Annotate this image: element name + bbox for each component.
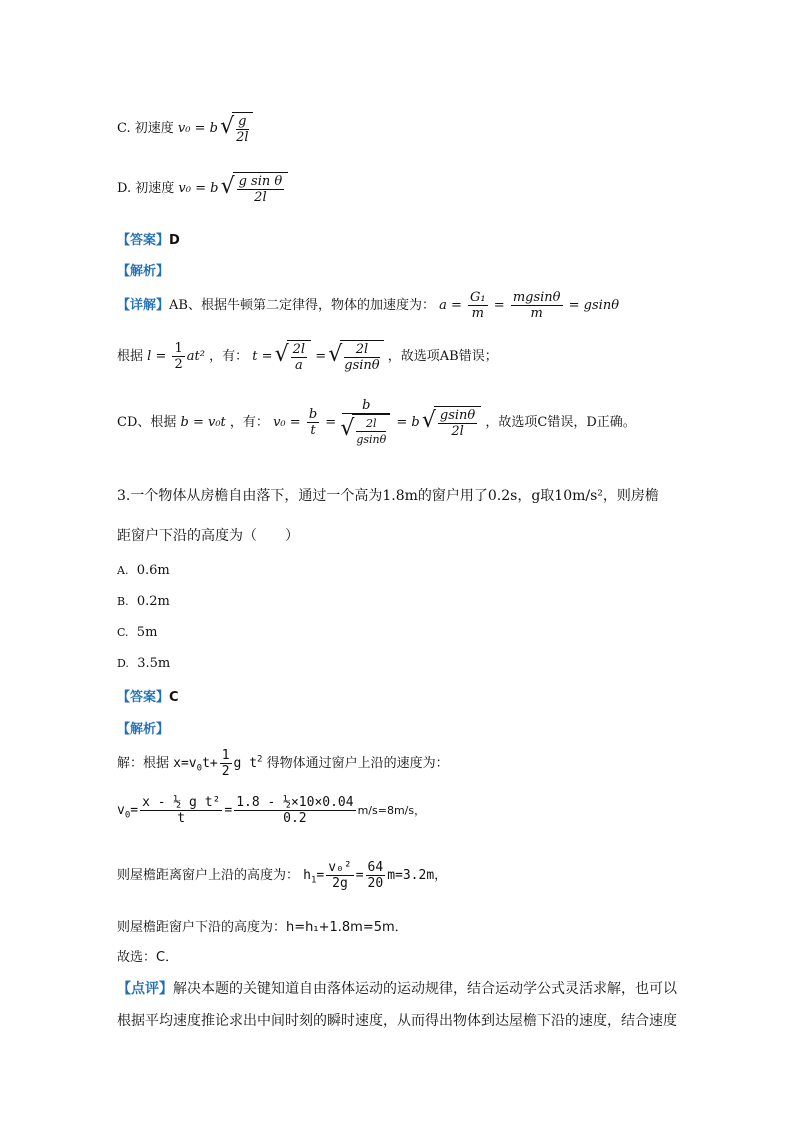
line3-sq-den: 2l bbox=[451, 424, 464, 439]
detail-tail: = gsinθ bbox=[568, 298, 620, 313]
line2-frac-den: 2 bbox=[174, 357, 183, 372]
q3-option-b bbox=[117, 594, 170, 609]
sol3-f2-num: 64 bbox=[367, 860, 384, 875]
sol-line2: $v_0=$ $\frac{\text{x - ½ g t²}}{t}$ = $\frac{\text{1.8 - ½×10×0.04}}{0.2}$ m/s=8m/s， bbox=[117, 795, 426, 826]
sol1-frac-num: 1 bbox=[221, 748, 230, 763]
q3-answer-value: C bbox=[169, 690, 179, 705]
sol3-h-sub: 1 bbox=[310, 875, 317, 886]
line3-sq-num: √ gsinθ bbox=[439, 408, 476, 423]
q3-option-a-label: A. bbox=[117, 564, 129, 577]
option-d-text: 初速度 bbox=[135, 181, 175, 196]
line3-b: = b bbox=[396, 415, 420, 430]
option-d-sqrt bbox=[223, 172, 289, 205]
comment-text1: 解决本题的关键知道自由落体运动的运动规律，结合运动学公式灵活求解，也可以 bbox=[173, 981, 677, 997]
q2-detail-line2: 根据 l = $\frac{1}{2}$ at² ，有： t = √ $\frac{2l}{a}$ = √ $\frac{2l}{gsin\theta}$ ，故选项AB错误； bbox=[117, 340, 498, 373]
q3-answer bbox=[117, 686, 179, 705]
sol1-eq-b: t+ bbox=[202, 756, 218, 771]
line3-f1-den: t bbox=[310, 423, 316, 438]
q3-option-c-value: 5m bbox=[136, 625, 158, 640]
option-d-label: D. bbox=[117, 181, 132, 196]
line2-mid: ，有： bbox=[209, 349, 249, 364]
q2-analysis bbox=[117, 260, 169, 279]
option-c-num: √ g bbox=[236, 114, 248, 130]
comment-line2: 根据平均速度推论求出中间时刻的瞬时速度，从而得出物体到达屋檐下沿的速度，结合速度 bbox=[117, 1013, 677, 1029]
answer-value: D bbox=[169, 233, 180, 248]
q2-detail-line3: CD、根据 b = v₀t ，有： v₀ = $\frac{b}{t}$ = b √ $\frac{2l}{gsin\theta}$ = b √ $\frac{gsin\theta}{2l}$ ，故选项C错误，D正确。 bbox=[117, 398, 636, 447]
sol2-v0: v bbox=[117, 803, 125, 818]
sol3-eq: = bbox=[316, 868, 325, 883]
line2-at: at² bbox=[186, 349, 205, 364]
q3-option-d-label: D. bbox=[117, 657, 129, 670]
line3-tail: ，故选项C错误，D正确。 bbox=[485, 415, 636, 430]
sol3-f1-den: 2g bbox=[332, 876, 348, 891]
sol2-f2-den: 0.2 bbox=[283, 811, 307, 826]
sol-line4: 则屋檐距窗户下沿的高度为：h=h₁+1.8m=5m． bbox=[117, 920, 408, 935]
line3-f2-num: b bbox=[342, 398, 390, 414]
sol-line3: 则屋檐距离窗户上沿的高度为： $h_1=$ $\frac{\text{v₀²}}{2g}$ = $\frac{64}{20}$ m=3.2m， bbox=[117, 860, 448, 891]
detail-eq-a: a = bbox=[439, 298, 462, 313]
line2-tail: ，故选项AB错误； bbox=[387, 349, 498, 364]
q3-option-c-label: C. bbox=[117, 626, 129, 639]
line3-f2-den-den: gsinθ bbox=[356, 433, 387, 446]
line2-sq1-den: a bbox=[294, 358, 303, 373]
option-c-den: 2l bbox=[236, 130, 249, 145]
comment-line1 bbox=[117, 978, 677, 998]
q3-option-a-value: 0.6m bbox=[136, 563, 170, 578]
line2-frac-num: 1 bbox=[174, 341, 183, 356]
sol3-f1-num: v₀² bbox=[328, 860, 352, 875]
option-d bbox=[117, 172, 288, 205]
line3-eq: b = v₀t bbox=[180, 415, 226, 430]
sol1-frac-den: 2 bbox=[221, 764, 230, 779]
line3-v0: v₀ = bbox=[273, 415, 301, 430]
q2-detail-line1: 【详解】AB、根据牛顿第二定律得，物体的加速度为： a = $\frac{\text{G₁}}{m}$ = $\frac{mgsin\theta}{m}$ = gsinθ bbox=[117, 290, 620, 321]
sol1-eq-sup: 2 bbox=[257, 754, 263, 765]
detail-den2: m bbox=[530, 306, 543, 321]
option-c bbox=[117, 112, 253, 145]
option-d-den: 2l bbox=[254, 190, 267, 205]
line2-t: t = bbox=[252, 349, 273, 364]
sol3-tail: m=3.2m， bbox=[387, 868, 448, 883]
sol-line1 bbox=[117, 748, 449, 779]
detail-den1: m bbox=[471, 306, 484, 321]
line2-sq2-num: √ 2l bbox=[344, 342, 379, 358]
sol1-eq-sub: 0 bbox=[196, 763, 203, 774]
sol3-pre: 则屋檐距离窗户上沿的高度为： bbox=[117, 868, 300, 883]
line2-sq2-den: gsinθ bbox=[344, 358, 380, 373]
comment-tag: 【点评】 bbox=[117, 981, 173, 997]
sol1-pre: 解：根据 bbox=[117, 756, 170, 771]
sol2-f1-den: t bbox=[177, 811, 186, 826]
q3-stem-line1: 3.一个物体从房檐自由落下，通过一个高为1.8m的窗户用了0.2s，g取10m/s²，则房檐 bbox=[117, 488, 659, 504]
line2-sq1-num: √ 2l bbox=[292, 342, 306, 357]
q3-option-c bbox=[117, 625, 157, 640]
sol3-h: h bbox=[303, 868, 311, 883]
sol2-v0-sub: 0 bbox=[124, 810, 131, 821]
q3-stem-line2: 距窗户下沿的高度为（ ） bbox=[117, 528, 299, 544]
line2-eq: l = bbox=[147, 349, 167, 364]
option-c-label: C. bbox=[117, 121, 131, 136]
q2-answer bbox=[117, 229, 180, 248]
q3-answer-tag: 【答案】 bbox=[117, 690, 170, 705]
sol-line5: 故选：C． bbox=[117, 950, 179, 965]
detail-num2: mgsinθ bbox=[512, 290, 561, 305]
sol1-tail: 得物体通过窗户上沿的速度为： bbox=[266, 756, 449, 771]
option-d-num: √ g sin θ bbox=[238, 174, 283, 189]
q3-option-d bbox=[117, 656, 170, 671]
sol2-f2-num: 1.8 - ½×10×0.04 bbox=[236, 795, 354, 810]
sol2-eq: = bbox=[130, 803, 139, 818]
analysis-tag: 【解析】 bbox=[117, 264, 170, 279]
option-c-sqrt bbox=[222, 112, 252, 145]
sol2-tail: m/s=8m/s， bbox=[357, 804, 426, 817]
line3-pre: CD、根据 bbox=[117, 415, 177, 430]
line3-f2-den-num: √ 2l bbox=[356, 416, 386, 432]
sol1-eq-c: g t bbox=[233, 756, 258, 771]
q3-option-a bbox=[117, 563, 170, 578]
sol2-f1-num: x - ½ g t² bbox=[142, 795, 221, 810]
q3-analysis bbox=[117, 718, 169, 737]
answer-tag: 【答案】 bbox=[117, 233, 170, 248]
q3-option-b-label: B. bbox=[117, 595, 129, 608]
detail-text: AB、根据牛顿第二定律得，物体的加速度为： bbox=[169, 298, 435, 313]
detail-tag: 【详解】 bbox=[117, 298, 170, 313]
line2-pre: 根据 bbox=[117, 349, 144, 364]
line3-f1-num: b bbox=[308, 407, 318, 422]
q3-analysis-tag: 【解析】 bbox=[117, 722, 170, 737]
option-c-eq: v₀ = b bbox=[177, 121, 218, 136]
detail-num1: G₁ bbox=[470, 290, 486, 305]
option-c-text: 初速度 bbox=[134, 121, 174, 136]
sol3-f2-den: 20 bbox=[367, 876, 384, 891]
q3-option-d-value: 3.5m bbox=[137, 656, 171, 671]
q3-option-b-value: 0.2m bbox=[136, 594, 170, 609]
option-d-eq: v₀ = b bbox=[178, 181, 219, 196]
line3-mid: ，有： bbox=[229, 415, 269, 430]
sol1-eq-a: x=v bbox=[173, 756, 197, 771]
